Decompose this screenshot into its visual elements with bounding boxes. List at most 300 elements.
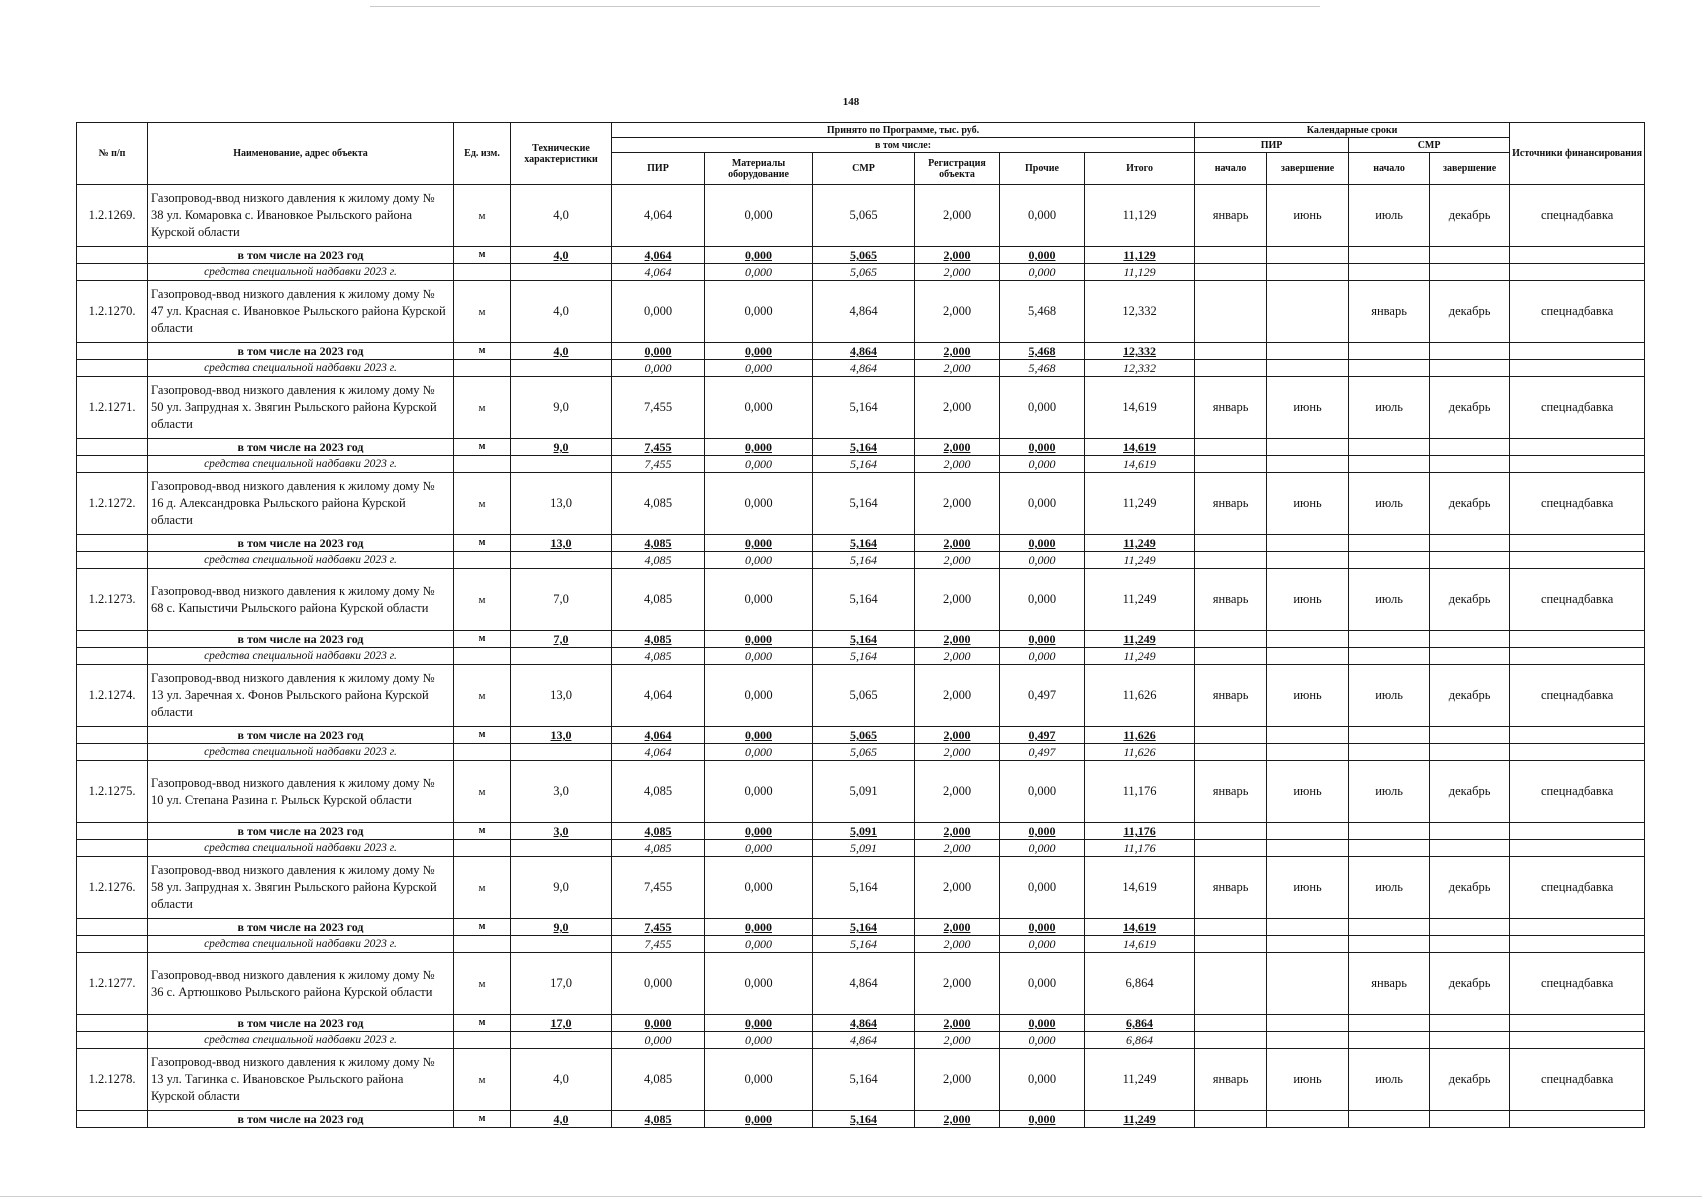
col-other-header: Прочие — [1000, 153, 1085, 185]
smr-cell: 4,864 — [813, 343, 915, 360]
unit-cell: м — [454, 569, 511, 631]
registration-cell: 2,000 — [915, 281, 1000, 343]
other-cell: 0,000 — [1000, 1049, 1085, 1111]
smr-cell: 5,065 — [813, 247, 915, 264]
empty-cell — [1430, 1032, 1510, 1049]
empty-cell — [511, 1032, 612, 1049]
empty-cell — [1430, 936, 1510, 953]
col-smr-end-header: завершение — [1430, 153, 1510, 185]
empty-cell — [1510, 727, 1645, 744]
empty-cell — [1510, 264, 1645, 281]
source-cell: спецнадбавка — [1510, 1049, 1645, 1111]
col-materials-header: Материалы оборудование — [705, 153, 813, 185]
table-row — [77, 857, 1645, 919]
empty-cell — [1267, 648, 1349, 665]
empty-cell — [1267, 744, 1349, 761]
empty-cell — [511, 456, 612, 473]
tech-cell: 9,0 — [511, 439, 612, 456]
unit-cell: м — [454, 919, 511, 936]
other-cell: 0,000 — [1000, 1032, 1085, 1049]
other-cell: 0,000 — [1000, 840, 1085, 857]
empty-cell — [1267, 247, 1349, 264]
other-cell: 0,000 — [1000, 264, 1085, 281]
unit-cell: м — [454, 473, 511, 535]
empty-cell — [1195, 343, 1267, 360]
col-smr-start-header: начало — [1349, 153, 1430, 185]
other-cell: 5,468 — [1000, 360, 1085, 377]
empty-cell — [1349, 439, 1430, 456]
empty-cell — [1349, 360, 1430, 377]
smr-start-cell: июль — [1349, 857, 1430, 919]
empty-cell — [77, 1032, 148, 1049]
tech-cell: 3,0 — [511, 823, 612, 840]
registration-cell: 2,000 — [915, 665, 1000, 727]
pir-cell: 7,455 — [612, 456, 705, 473]
empty-cell — [1267, 727, 1349, 744]
total-cell: 6,864 — [1085, 1015, 1195, 1032]
total-cell: 14,619 — [1085, 919, 1195, 936]
empty-cell — [1430, 360, 1510, 377]
total-cell: 11,249 — [1085, 1111, 1195, 1128]
accepted-header: Принято по Программе, тыс. руб. — [612, 123, 1195, 138]
empty-cell — [77, 727, 148, 744]
pir-end-cell — [1267, 281, 1349, 343]
materials-cell: 0,000 — [705, 631, 813, 648]
empty-cell — [1195, 247, 1267, 264]
unit-cell: м — [454, 439, 511, 456]
empty-cell — [77, 744, 148, 761]
funding-source-row — [77, 456, 1645, 473]
smr-cell: 5,164 — [813, 439, 915, 456]
registration-cell: 2,000 — [915, 473, 1000, 535]
empty-cell — [1510, 343, 1645, 360]
cal-smr-header: СМР — [1349, 138, 1510, 153]
materials-cell: 0,000 — [705, 552, 813, 569]
unit-cell: м — [454, 727, 511, 744]
empty-cell — [77, 552, 148, 569]
materials-cell: 0,000 — [705, 343, 813, 360]
unit-cell: м — [454, 761, 511, 823]
empty-cell — [1267, 1015, 1349, 1032]
total-cell: 11,176 — [1085, 823, 1195, 840]
empty-cell — [1267, 1032, 1349, 1049]
tech-cell: 9,0 — [511, 377, 612, 439]
other-cell: 0,000 — [1000, 823, 1085, 840]
row-number: 1.2.1271. — [77, 377, 148, 439]
registration-cell: 2,000 — [915, 343, 1000, 360]
empty-cell — [511, 936, 612, 953]
empty-cell — [77, 247, 148, 264]
pir-start-cell — [1195, 281, 1267, 343]
empty-cell — [1510, 840, 1645, 857]
tech-cell: 4,0 — [511, 343, 612, 360]
empty-cell — [1267, 919, 1349, 936]
smr-cell: 5,065 — [813, 185, 915, 247]
pir-cell: 4,085 — [612, 552, 705, 569]
smr-cell: 4,864 — [813, 1015, 915, 1032]
other-cell: 0,000 — [1000, 1111, 1085, 1128]
empty-cell — [1349, 823, 1430, 840]
empty-cell — [1510, 1032, 1645, 1049]
materials-cell: 0,000 — [705, 665, 813, 727]
pir-cell: 4,085 — [612, 1111, 705, 1128]
empty-cell — [454, 264, 511, 281]
pir-end-cell: июнь — [1267, 1049, 1349, 1111]
year-label: в том числе на 2023 год — [148, 535, 454, 552]
tech-cell: 17,0 — [511, 1015, 612, 1032]
empty-cell — [77, 840, 148, 857]
smr-cell: 4,864 — [813, 360, 915, 377]
pir-cell: 0,000 — [612, 281, 705, 343]
empty-cell — [1349, 648, 1430, 665]
smr-end-cell: декабрь — [1430, 1049, 1510, 1111]
tech-cell: 13,0 — [511, 665, 612, 727]
other-cell: 0,000 — [1000, 185, 1085, 247]
materials-cell: 0,000 — [705, 473, 813, 535]
total-cell: 14,619 — [1085, 936, 1195, 953]
empty-cell — [1267, 456, 1349, 473]
source-cell: спецнадбавка — [1510, 857, 1645, 919]
empty-cell — [1195, 936, 1267, 953]
other-cell: 0,000 — [1000, 648, 1085, 665]
smr-start-cell: июль — [1349, 377, 1430, 439]
empty-cell — [1430, 535, 1510, 552]
object-name: Газопровод-ввод низкого давления к жилому дому № 68 с. Капыстичи Рыльского района Курской области — [148, 569, 454, 631]
table-row — [77, 569, 1645, 631]
other-cell: 0,000 — [1000, 535, 1085, 552]
registration-cell: 2,000 — [915, 552, 1000, 569]
empty-cell — [454, 456, 511, 473]
pir-cell: 7,455 — [612, 857, 705, 919]
empty-cell — [1195, 456, 1267, 473]
source-label: средства специальной надбавки 2023 г. — [148, 456, 454, 473]
empty-cell — [77, 360, 148, 377]
smr-cell: 5,164 — [813, 648, 915, 665]
smr-cell: 4,864 — [813, 953, 915, 1015]
registration-cell: 2,000 — [915, 744, 1000, 761]
pir-cell: 4,085 — [612, 473, 705, 535]
other-cell: 0,497 — [1000, 744, 1085, 761]
year-label: в том числе на 2023 год — [148, 247, 454, 264]
empty-cell — [1510, 360, 1645, 377]
total-cell: 11,249 — [1085, 569, 1195, 631]
empty-cell — [77, 1015, 148, 1032]
unit-cell: м — [454, 377, 511, 439]
table-row — [77, 665, 1645, 727]
empty-cell — [1430, 919, 1510, 936]
empty-cell — [511, 552, 612, 569]
smr-end-cell: декабрь — [1430, 761, 1510, 823]
empty-cell — [1349, 456, 1430, 473]
col-pir-start-header: начало — [1195, 153, 1267, 185]
row-number: 1.2.1278. — [77, 1049, 148, 1111]
empty-cell — [1349, 1015, 1430, 1032]
smr-start-cell: июль — [1349, 665, 1430, 727]
empty-cell — [1267, 1111, 1349, 1128]
row-number: 1.2.1270. — [77, 281, 148, 343]
smr-cell: 5,164 — [813, 569, 915, 631]
registration-cell: 2,000 — [915, 1015, 1000, 1032]
empty-cell — [1195, 1015, 1267, 1032]
row-number: 1.2.1269. — [77, 185, 148, 247]
empty-cell — [77, 648, 148, 665]
pir-cell: 4,064 — [612, 744, 705, 761]
unit-cell: м — [454, 343, 511, 360]
source-cell: спецнадбавка — [1510, 281, 1645, 343]
source-cell: спецнадбавка — [1510, 377, 1645, 439]
empty-cell — [511, 264, 612, 281]
total-cell: 14,619 — [1085, 439, 1195, 456]
col-unit-header: Ед. изм. — [454, 123, 511, 185]
pir-cell: 0,000 — [612, 1015, 705, 1032]
total-cell: 11,129 — [1085, 247, 1195, 264]
pir-cell: 4,064 — [612, 264, 705, 281]
object-name: Газопровод-ввод низкого давления к жилому дому № 38 ул. Комаровка с. Ивановкое Рыльского района Курской области — [148, 185, 454, 247]
row-number: 1.2.1272. — [77, 473, 148, 535]
materials-cell: 0,000 — [705, 761, 813, 823]
registration-cell: 2,000 — [915, 727, 1000, 744]
empty-cell — [1267, 264, 1349, 281]
pir-start-cell — [1195, 953, 1267, 1015]
registration-cell: 2,000 — [915, 953, 1000, 1015]
pir-cell: 4,085 — [612, 569, 705, 631]
empty-cell — [1195, 439, 1267, 456]
pir-cell: 7,455 — [612, 919, 705, 936]
empty-cell — [1349, 840, 1430, 857]
year-label: в том числе на 2023 год — [148, 823, 454, 840]
total-cell: 11,129 — [1085, 264, 1195, 281]
materials-cell: 0,000 — [705, 648, 813, 665]
materials-cell: 0,000 — [705, 1015, 813, 1032]
col-sources-header: Источники финансирования — [1510, 123, 1645, 185]
total-cell: 11,626 — [1085, 744, 1195, 761]
smr-cell: 5,164 — [813, 631, 915, 648]
col-registration-header: Регистрация объекта — [915, 153, 1000, 185]
other-cell: 0,000 — [1000, 631, 1085, 648]
pir-end-cell — [1267, 953, 1349, 1015]
tech-cell: 4,0 — [511, 185, 612, 247]
pir-cell: 0,000 — [612, 343, 705, 360]
source-label: средства специальной надбавки 2023 г. — [148, 840, 454, 857]
pir-cell: 7,455 — [612, 377, 705, 439]
empty-cell — [1267, 936, 1349, 953]
year-label: в том числе на 2023 год — [148, 1111, 454, 1128]
smr-start-cell: июль — [1349, 569, 1430, 631]
funding-source-row — [77, 552, 1645, 569]
materials-cell: 0,000 — [705, 535, 813, 552]
pir-cell: 0,000 — [612, 1032, 705, 1049]
unit-cell: м — [454, 247, 511, 264]
year-label: в том числе на 2023 год — [148, 1015, 454, 1032]
unit-cell: м — [454, 857, 511, 919]
smr-cell: 5,091 — [813, 840, 915, 857]
empty-cell — [1267, 840, 1349, 857]
empty-cell — [1195, 840, 1267, 857]
registration-cell: 2,000 — [915, 840, 1000, 857]
empty-cell — [1510, 439, 1645, 456]
empty-cell — [1195, 535, 1267, 552]
empty-cell — [77, 343, 148, 360]
smr-cell: 5,164 — [813, 456, 915, 473]
empty-cell — [1430, 456, 1510, 473]
pir-start-cell: январь — [1195, 473, 1267, 535]
total-cell: 11,176 — [1085, 840, 1195, 857]
year-label: в том числе на 2023 год — [148, 919, 454, 936]
source-cell: спецнадбавка — [1510, 569, 1645, 631]
pir-end-cell: июнь — [1267, 473, 1349, 535]
tech-cell: 7,0 — [511, 631, 612, 648]
other-cell: 0,000 — [1000, 953, 1085, 1015]
program-table — [76, 122, 1645, 1128]
registration-cell: 2,000 — [915, 823, 1000, 840]
materials-cell: 0,000 — [705, 1111, 813, 1128]
smr-cell: 5,065 — [813, 744, 915, 761]
smr-end-cell: декабрь — [1430, 665, 1510, 727]
smr-cell: 5,065 — [813, 264, 915, 281]
empty-cell — [1349, 727, 1430, 744]
table-row — [77, 953, 1645, 1015]
including-header: в том числе: — [612, 138, 1195, 153]
smr-start-cell: январь — [1349, 953, 1430, 1015]
pir-cell: 4,064 — [612, 727, 705, 744]
other-cell: 0,000 — [1000, 247, 1085, 264]
year-subtotal-row — [77, 247, 1645, 264]
pir-end-cell: июнь — [1267, 569, 1349, 631]
registration-cell: 2,000 — [915, 456, 1000, 473]
smr-end-cell: декабрь — [1430, 185, 1510, 247]
empty-cell — [1510, 535, 1645, 552]
empty-cell — [1349, 343, 1430, 360]
empty-cell — [511, 744, 612, 761]
empty-cell — [1267, 552, 1349, 569]
smr-cell: 5,164 — [813, 857, 915, 919]
other-cell: 5,468 — [1000, 343, 1085, 360]
smr-cell: 5,065 — [813, 727, 915, 744]
tech-cell: 13,0 — [511, 473, 612, 535]
empty-cell — [1430, 1015, 1510, 1032]
source-cell: спецнадбавка — [1510, 953, 1645, 1015]
pir-end-cell: июнь — [1267, 665, 1349, 727]
other-cell: 0,000 — [1000, 552, 1085, 569]
empty-cell — [1510, 936, 1645, 953]
smr-end-cell: декабрь — [1430, 857, 1510, 919]
other-cell: 0,000 — [1000, 1015, 1085, 1032]
empty-cell — [1510, 631, 1645, 648]
empty-cell — [1430, 343, 1510, 360]
materials-cell: 0,000 — [705, 936, 813, 953]
empty-cell — [77, 456, 148, 473]
empty-cell — [1510, 552, 1645, 569]
year-label: в том числе на 2023 год — [148, 439, 454, 456]
tech-cell: 13,0 — [511, 727, 612, 744]
year-subtotal-row — [77, 1015, 1645, 1032]
source-label: средства специальной надбавки 2023 г. — [148, 936, 454, 953]
materials-cell: 0,000 — [705, 377, 813, 439]
empty-cell — [1349, 919, 1430, 936]
tech-cell: 7,0 — [511, 569, 612, 631]
pir-end-cell: июнь — [1267, 377, 1349, 439]
object-name: Газопровод-ввод низкого давления к жилому дому № 47 ул. Красная с. Ивановкое Рыльского района Курской области — [148, 281, 454, 343]
empty-cell — [1195, 264, 1267, 281]
unit-cell: м — [454, 281, 511, 343]
empty-cell — [1349, 247, 1430, 264]
empty-cell — [511, 648, 612, 665]
table-body — [77, 185, 1645, 1128]
page-number: 148 — [842, 96, 860, 108]
smr-cell: 5,164 — [813, 1111, 915, 1128]
pir-start-cell: январь — [1195, 569, 1267, 631]
total-cell: 11,249 — [1085, 535, 1195, 552]
funding-source-row — [77, 360, 1645, 377]
year-subtotal-row — [77, 631, 1645, 648]
empty-cell — [454, 936, 511, 953]
materials-cell: 0,000 — [705, 185, 813, 247]
materials-cell: 0,000 — [705, 360, 813, 377]
smr-cell: 5,164 — [813, 377, 915, 439]
registration-cell: 2,000 — [915, 648, 1000, 665]
year-subtotal-row — [77, 727, 1645, 744]
pir-start-cell: январь — [1195, 377, 1267, 439]
year-subtotal-row — [77, 919, 1645, 936]
empty-cell — [1195, 360, 1267, 377]
empty-cell — [1349, 1032, 1430, 1049]
empty-cell — [1195, 648, 1267, 665]
pir-cell: 4,064 — [612, 247, 705, 264]
materials-cell: 0,000 — [705, 247, 813, 264]
tech-cell: 4,0 — [511, 281, 612, 343]
total-cell: 6,864 — [1085, 953, 1195, 1015]
empty-cell — [1267, 343, 1349, 360]
materials-cell: 0,000 — [705, 840, 813, 857]
col-num-header: № п/п — [77, 123, 148, 185]
smr-end-cell: декабрь — [1430, 953, 1510, 1015]
smr-end-cell: декабрь — [1430, 569, 1510, 631]
empty-cell — [1195, 552, 1267, 569]
empty-cell — [1510, 919, 1645, 936]
empty-cell — [1510, 1015, 1645, 1032]
empty-cell — [454, 648, 511, 665]
object-name: Газопровод-ввод низкого давления к жилому дому № 13 ул. Заречная х. Фонов Рыльского района Курской области — [148, 665, 454, 727]
empty-cell — [1430, 264, 1510, 281]
source-label: средства специальной надбавки 2023 г. — [148, 264, 454, 281]
empty-cell — [1195, 727, 1267, 744]
registration-cell: 2,000 — [915, 535, 1000, 552]
unit-cell: м — [454, 823, 511, 840]
empty-cell — [1267, 823, 1349, 840]
empty-cell — [1510, 247, 1645, 264]
total-cell: 11,249 — [1085, 648, 1195, 665]
empty-cell — [1349, 1111, 1430, 1128]
object-name: Газопровод-ввод низкого давления к жилому дому № 58 ул. Запрудная х. Звягин Рыльского района Курской области — [148, 857, 454, 919]
source-cell: спецнадбавка — [1510, 185, 1645, 247]
tech-cell: 4,0 — [511, 1049, 612, 1111]
empty-cell — [1430, 631, 1510, 648]
smr-start-cell: июль — [1349, 473, 1430, 535]
bottom-rule — [0, 1196, 1702, 1197]
materials-cell: 0,000 — [705, 744, 813, 761]
empty-cell — [77, 1111, 148, 1128]
empty-cell — [1349, 264, 1430, 281]
unit-cell: м — [454, 535, 511, 552]
smr-cell: 5,164 — [813, 535, 915, 552]
smr-cell: 5,065 — [813, 665, 915, 727]
empty-cell — [1195, 823, 1267, 840]
total-cell: 11,129 — [1085, 185, 1195, 247]
row-number: 1.2.1277. — [77, 953, 148, 1015]
other-cell: 0,000 — [1000, 456, 1085, 473]
empty-cell — [1430, 727, 1510, 744]
empty-cell — [1430, 744, 1510, 761]
